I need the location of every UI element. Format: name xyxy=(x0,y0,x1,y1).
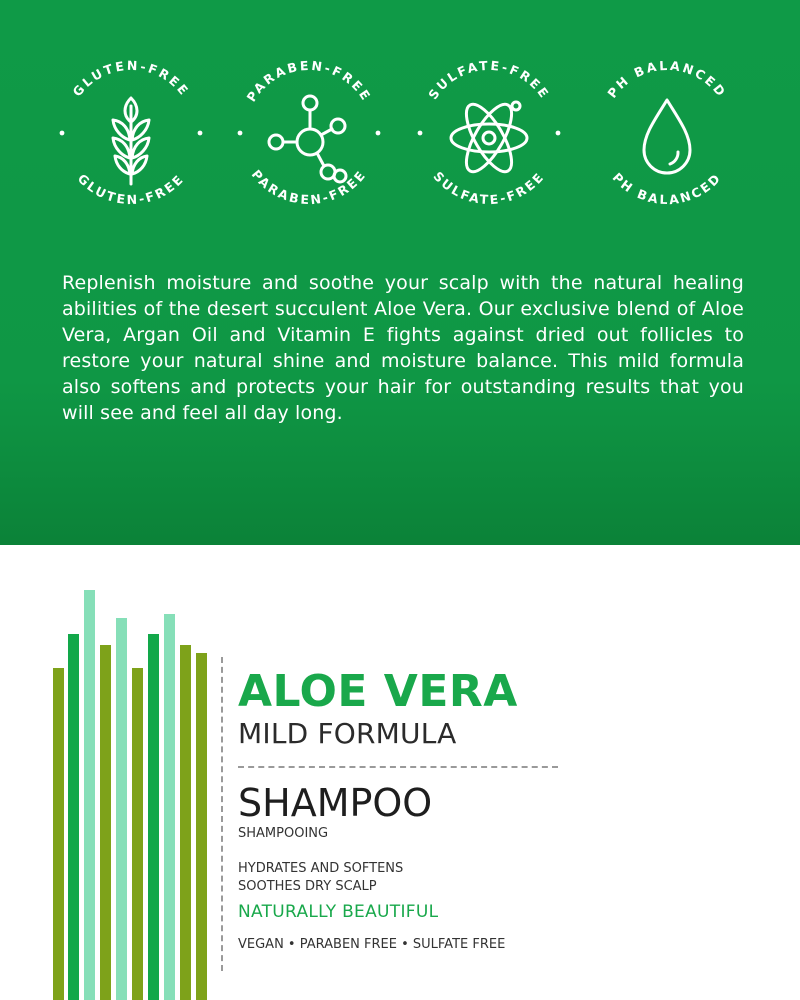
atom-icon xyxy=(451,98,527,178)
formula-name: MILD FORMULA xyxy=(238,717,457,750)
badge-top-text: SULFATE-FREE xyxy=(425,57,553,103)
molecule-icon xyxy=(269,96,346,182)
badge-top-text: PARABEN-FREE xyxy=(243,57,375,105)
badge-bottom-text: GLUTEN-FREE xyxy=(74,170,188,208)
decorative-stripes xyxy=(0,545,220,1000)
product-description: Replenish moisture and soothe your scalp with the natural healing abilities of the desert succulent Aloe Vera. Our exclusive blend of Aloe Vera, Argan Oil and Vitamin E fights against dried out follicles to restore your natural shine and moisture balance. This mild formula also softens and protects your hair for outstanding results that you will see and feel all day long. xyxy=(62,272,744,424)
product-label xyxy=(0,545,800,1000)
dashed-vertical-divider xyxy=(221,657,223,971)
product-type: SHAMPOO xyxy=(238,781,433,825)
paraben-free-badge xyxy=(224,48,394,218)
badge-bottom-text: SULFATE-FREE xyxy=(430,168,548,208)
stripe xyxy=(100,645,111,1000)
stripe xyxy=(132,668,143,1000)
wheat-icon xyxy=(113,98,149,184)
stripe xyxy=(116,618,127,1000)
brand-name: ALOE VERA xyxy=(238,666,518,717)
ph-balanced-badge xyxy=(582,48,752,218)
stripe xyxy=(196,653,207,1000)
stripe xyxy=(180,645,191,1000)
stripe xyxy=(68,634,79,1000)
gluten-free-badge xyxy=(46,48,216,218)
sulfate-free-badge xyxy=(404,48,574,218)
dashed-horizontal-divider xyxy=(238,766,558,768)
badge-bottom-text: PH BALANCED xyxy=(609,169,725,208)
stripe xyxy=(53,668,64,1000)
stripe xyxy=(148,634,159,1000)
stripe xyxy=(84,590,95,1000)
tagline: NATURALLY BEAUTIFUL xyxy=(238,902,439,922)
drop-icon xyxy=(644,100,690,173)
badge-top-text: GLUTEN-FREE xyxy=(69,57,193,100)
badge-top-text: PH BALANCED xyxy=(604,57,730,101)
badge-bottom-text: PARABEN-FREE xyxy=(248,166,370,208)
benefit-line: SOOTHES DRY SCALP xyxy=(238,879,377,894)
product-claims: VEGAN • PARABEN FREE • SULFATE FREE xyxy=(238,937,506,952)
benefit-line: HYDRATES AND SOFTENS xyxy=(238,861,404,876)
product-type-french: SHAMPOOING xyxy=(238,826,329,841)
stripe xyxy=(164,614,175,1000)
